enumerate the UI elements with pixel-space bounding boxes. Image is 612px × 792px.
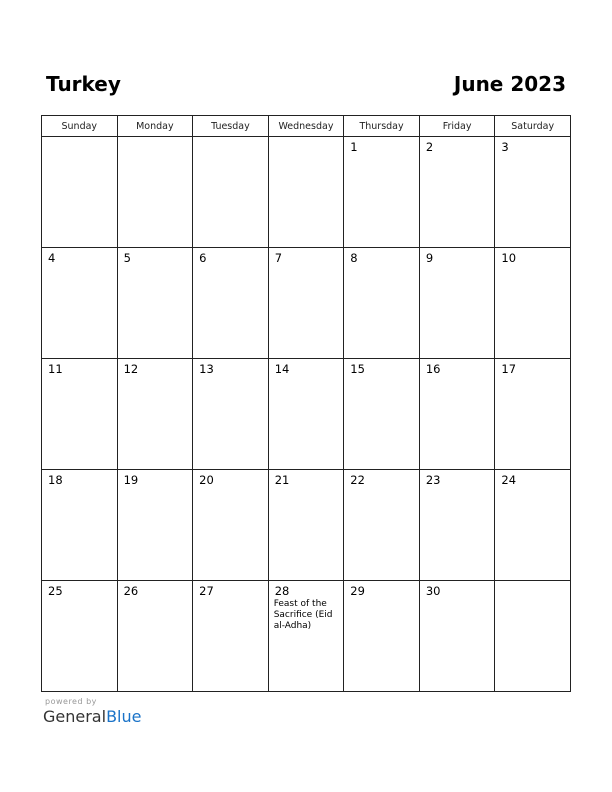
day-number: 4 — [48, 251, 56, 265]
day-cell — [419, 581, 495, 692]
day-cell — [42, 359, 118, 470]
week-row — [42, 359, 571, 470]
day-number: 5 — [123, 251, 131, 265]
week-row — [42, 248, 571, 359]
day-cell — [268, 581, 344, 692]
brand-general-text: General — [43, 707, 107, 726]
day-number: 23 — [425, 473, 441, 487]
day-cell — [419, 248, 495, 359]
day-number: 21 — [274, 473, 290, 487]
weekday-monday: Monday — [117, 116, 193, 137]
day-cell — [495, 581, 571, 692]
day-number: 22 — [350, 473, 365, 487]
day-number: 3 — [501, 140, 509, 154]
day-number: 25 — [48, 584, 63, 598]
day-cell — [193, 470, 269, 581]
day-cell — [117, 137, 193, 248]
weekday-wednesday: Wednesday — [268, 116, 344, 137]
day-cell — [344, 359, 420, 470]
day-number: 13 — [199, 362, 214, 376]
day-cell — [419, 359, 495, 470]
day-cell — [193, 359, 269, 470]
day-cell — [344, 581, 420, 692]
day-number: 16 — [425, 362, 441, 376]
day-number: 17 — [501, 362, 517, 376]
holiday-label: Feast of the Sacrifice (Eid al-Adha) — [273, 599, 333, 631]
day-cell — [117, 470, 193, 581]
day-number: 1 — [350, 140, 358, 154]
day-cell — [193, 581, 269, 692]
day-cell — [344, 470, 420, 581]
day-number — [118, 137, 193, 140]
weekday-friday: Friday — [419, 116, 495, 137]
weekday-saturday: Saturday — [495, 116, 571, 137]
day-number: 6 — [199, 251, 207, 265]
weekday-sunday: Sunday — [42, 116, 118, 137]
footer-branding — [43, 697, 141, 726]
week-row — [42, 137, 571, 248]
day-cell — [42, 470, 118, 581]
day-number: 28 — [274, 584, 290, 598]
day-number: 20 — [199, 473, 214, 487]
day-cell — [344, 137, 420, 248]
day-cell — [117, 359, 193, 470]
day-cell — [419, 470, 495, 581]
day-number: 18 — [48, 473, 63, 487]
week-row — [42, 581, 571, 692]
day-cell — [495, 359, 571, 470]
country-title: Turkey — [46, 72, 121, 96]
day-cell — [42, 581, 118, 692]
weekday-header-row — [42, 116, 571, 137]
day-cell — [42, 137, 118, 248]
day-number: 27 — [199, 584, 214, 598]
day-cell — [193, 248, 269, 359]
day-number: 11 — [48, 362, 63, 376]
weekday-thursday: Thursday — [344, 116, 420, 137]
day-cell — [117, 581, 193, 692]
day-cell — [193, 137, 269, 248]
day-cell — [344, 248, 420, 359]
day-cell — [268, 248, 344, 359]
day-number — [495, 581, 570, 584]
day-cell — [268, 359, 344, 470]
day-cell — [117, 248, 193, 359]
day-number: 2 — [425, 140, 434, 154]
day-number: 30 — [425, 584, 441, 598]
day-cell — [495, 470, 571, 581]
day-number: 15 — [350, 362, 365, 376]
day-number — [269, 137, 344, 140]
powered-by-text: powered by — [45, 697, 97, 706]
day-number — [42, 137, 117, 140]
day-number: 26 — [123, 584, 139, 598]
day-number: 9 — [425, 251, 434, 265]
day-cell — [268, 470, 344, 581]
calendar-grid — [41, 115, 571, 692]
day-cell — [419, 137, 495, 248]
day-number: 8 — [350, 251, 358, 265]
day-number: 29 — [350, 584, 365, 598]
day-number: 10 — [501, 251, 517, 265]
day-number: 14 — [274, 362, 290, 376]
brand-logo — [43, 707, 141, 726]
weekday-tuesday: Tuesday — [193, 116, 269, 137]
day-number: 19 — [123, 473, 139, 487]
day-cell — [495, 137, 571, 248]
day-number — [193, 137, 268, 140]
month-year-title: June 2023 — [453, 72, 566, 96]
week-row — [42, 470, 571, 581]
brand-blue-text: Blue — [106, 707, 142, 726]
day-cell — [495, 248, 571, 359]
day-number: 7 — [274, 251, 283, 265]
day-number: 12 — [123, 362, 139, 376]
day-cell — [42, 248, 118, 359]
day-cell — [268, 137, 344, 248]
day-number: 24 — [501, 473, 517, 487]
